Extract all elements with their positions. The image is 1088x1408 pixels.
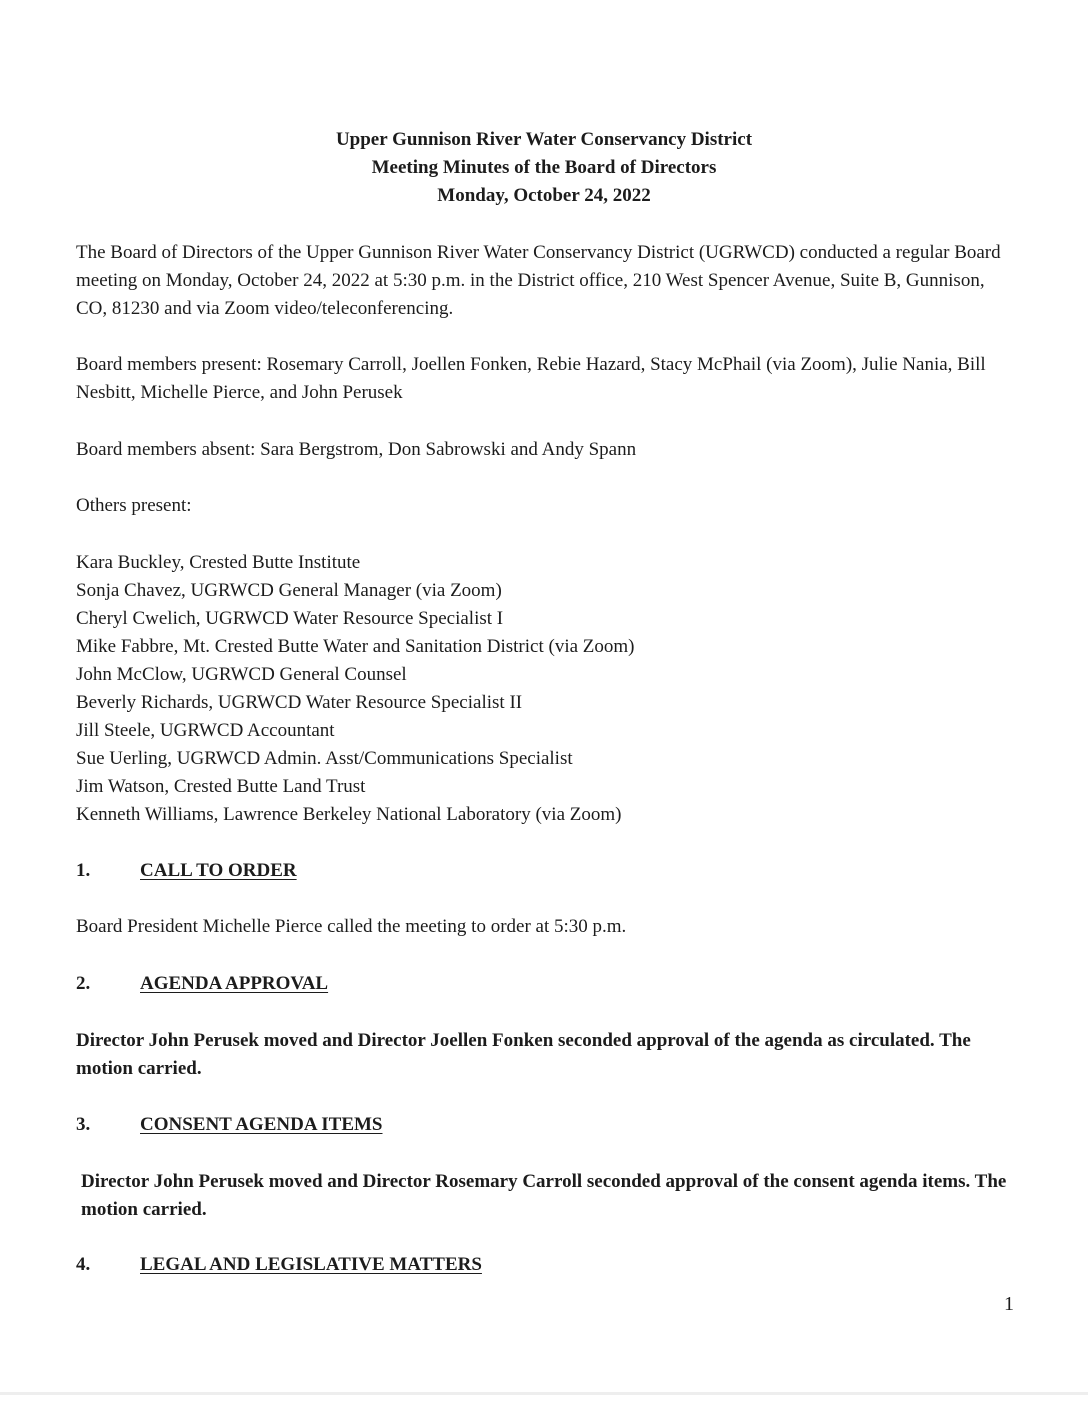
section-number: 1. bbox=[76, 860, 91, 881]
list-item: Sue Uerling, UGRWCD Admin. Asst/Communications Specialist bbox=[76, 748, 573, 769]
section-heading-legal-legislative bbox=[76, 1251, 482, 1279]
list-item: Kenneth Williams, Lawrence Berkeley National Laboratory (via Zoom) bbox=[76, 804, 622, 825]
document-title: Meeting Minutes of the Board of Directors bbox=[371, 157, 717, 178]
list-item: Beverly Richards, UGRWCD Water Resource Specialist II bbox=[76, 692, 523, 713]
meeting-date: Monday, October 24, 2022 bbox=[437, 185, 651, 206]
section-title: LEGAL AND LEGISLATIVE MATTERS bbox=[140, 1254, 482, 1275]
district-name: Upper Gunnison River Water Conservancy District bbox=[335, 129, 753, 150]
section-body-call-to-order: Board President Michelle Pierce called the meeting to order at 5:30 p.m. bbox=[76, 916, 627, 937]
list-item: Jim Watson, Crested Butte Land Trust bbox=[76, 776, 366, 797]
section-body-consent-agenda: Director John Perusek moved and Director Rosemary Carroll seconded approval of the consent agenda items. The motion carried. bbox=[81, 1171, 1007, 1220]
others-present-list bbox=[76, 549, 1016, 829]
section-number: 4. bbox=[76, 1254, 91, 1275]
page-number: 1 bbox=[1004, 1293, 1014, 1315]
page-bottom-edge bbox=[0, 1392, 1088, 1395]
section-title: AGENDA APPROVAL bbox=[140, 973, 329, 994]
section-number: 2. bbox=[76, 973, 91, 994]
section-heading-consent-agenda bbox=[76, 1111, 383, 1139]
list-item: Mike Fabbre, Mt. Crested Butte Water and Sanitation District (via Zoom) bbox=[76, 636, 635, 657]
intro-paragraph: The Board of Directors of the Upper Gunnison River Water Conservancy District (UGRWCD) conducted a regular Board meeting on Monday, October 24, 2022 at 5:30 p.m. in the District office, 210 West Spencer Avenue, Suite B, Gunnison, CO, 81230 and via Zoom video/teleconferencing. bbox=[76, 242, 1001, 319]
section-title: CALL TO ORDER bbox=[140, 860, 297, 881]
list-item: Jill Steele, UGRWCD Accountant bbox=[76, 720, 335, 741]
section-body-agenda-approval: Director John Perusek moved and Director Joellen Fonken seconded approval of the agenda as circulated. The motion carried. bbox=[76, 1030, 971, 1079]
list-item: Cheryl Cwelich, UGRWCD Water Resource Specialist I bbox=[76, 608, 504, 629]
section-heading-agenda-approval bbox=[76, 970, 328, 998]
list-item: Kara Buckley, Crested Butte Institute bbox=[76, 552, 361, 573]
section-number: 3. bbox=[76, 1114, 91, 1135]
members-present: Board members present: Rosemary Carroll, Joellen Fonken, Rebie Hazard, Stacy McPhail (via Zoom), Julie Nania, Bill Nesbitt, Michelle Pierce, and John Perusek bbox=[76, 354, 986, 403]
document-header bbox=[0, 126, 1088, 210]
list-item: Sonja Chavez, UGRWCD General Manager (via Zoom) bbox=[76, 580, 502, 601]
section-title: CONSENT AGENDA ITEMS bbox=[140, 1114, 383, 1135]
others-present-label: Others present: bbox=[76, 495, 192, 516]
list-item: John McClow, UGRWCD General Counsel bbox=[76, 664, 407, 685]
members-absent: Board members absent: Sara Bergstrom, Don Sabrowski and Andy Spann bbox=[76, 439, 637, 460]
section-heading-call-to-order bbox=[76, 857, 297, 885]
